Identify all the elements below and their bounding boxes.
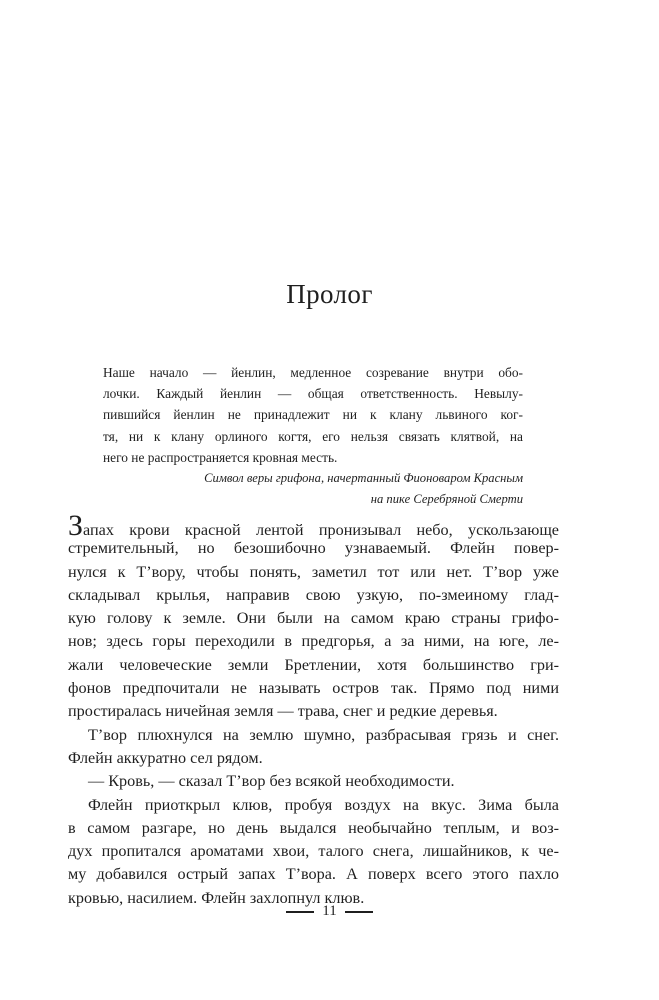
body-line: му добавился острый запах Т’вора. А поверх всего этого пахло (68, 865, 559, 884)
body-line: кровью, насилием. Флейн захлопнул клюв. (68, 888, 365, 907)
dropcap: З (68, 509, 84, 542)
epigraph (103, 362, 523, 510)
body-text (68, 509, 559, 910)
epigraph-line: тя, ни к клану орлиного когтя, его нельзя связать клятвой, на (103, 428, 523, 444)
body-line: Флейн приоткрыл клюв, пробуя воздух на вкус. Зима была (88, 795, 559, 814)
epigraph-line: пившийся йенлин не принадлежит ни к клану львиного ког- (103, 407, 523, 423)
body-line: жали человеческие земли Бретлении, хотя большинство гри- (68, 655, 559, 674)
body-line: дух пропитался ароматами хвои, талого снега, лишайников, к че- (68, 842, 559, 861)
chapter-title: Пролог (286, 279, 373, 309)
body-line: в самом разгаре, но день выдался необычайно теплым, и воз- (68, 818, 559, 837)
dash-left (286, 911, 314, 913)
body-line: Флейн аккуратно сел рядом. (68, 748, 263, 767)
body-line: нов; здесь горы переходили в предгорья, а за ними, на юге, ле- (68, 632, 559, 651)
body-line: кую голову к земле. Они были на самом краю страны грифо- (68, 609, 559, 628)
body-line-first (68, 509, 559, 542)
first-line-text: апах крови красной лентой пронизывал небо, ускользающе (83, 521, 559, 539)
epigraph-line: лочки. Каждый йенлин — общая ответственность. Невылу- (103, 386, 523, 402)
page-number-footer (0, 899, 659, 923)
body-line: стремительный, но безошибочно узнаваемый. Флейн повер- (68, 539, 559, 558)
epigraph-attribution: на пике Серебряной Смерти (370, 492, 523, 507)
body-line: складывал крылья, направив свою узкую, по-змеиному глад- (68, 585, 559, 604)
body-line: Т’вор плюхнулся на землю шумно, разбрасывая грязь и снег. (88, 725, 559, 744)
body-line: нулся к Т’вору, чтобы понять, заметил тот или нет. Т’вор уже (68, 562, 559, 581)
body-line: простиралась ничейная земля — трава, снег и редкие деревья. (68, 702, 498, 721)
epigraph-line: него не распространяется кровная месть. (103, 449, 338, 465)
epigraph-line: Наше начало — йенлин, медленное созревание внутри обо- (103, 365, 523, 380)
dash-right (345, 911, 373, 913)
epigraph-attribution: Символ веры грифона, начертанный Фионоваром Красным (204, 470, 523, 485)
body-line: фонов предпочитали не называть остров так. Прямо под ними (68, 679, 559, 698)
page-number: 11 (322, 903, 337, 919)
body-line: — Кровь, — сказал Т’вор без всякой необходимости. (88, 772, 455, 791)
